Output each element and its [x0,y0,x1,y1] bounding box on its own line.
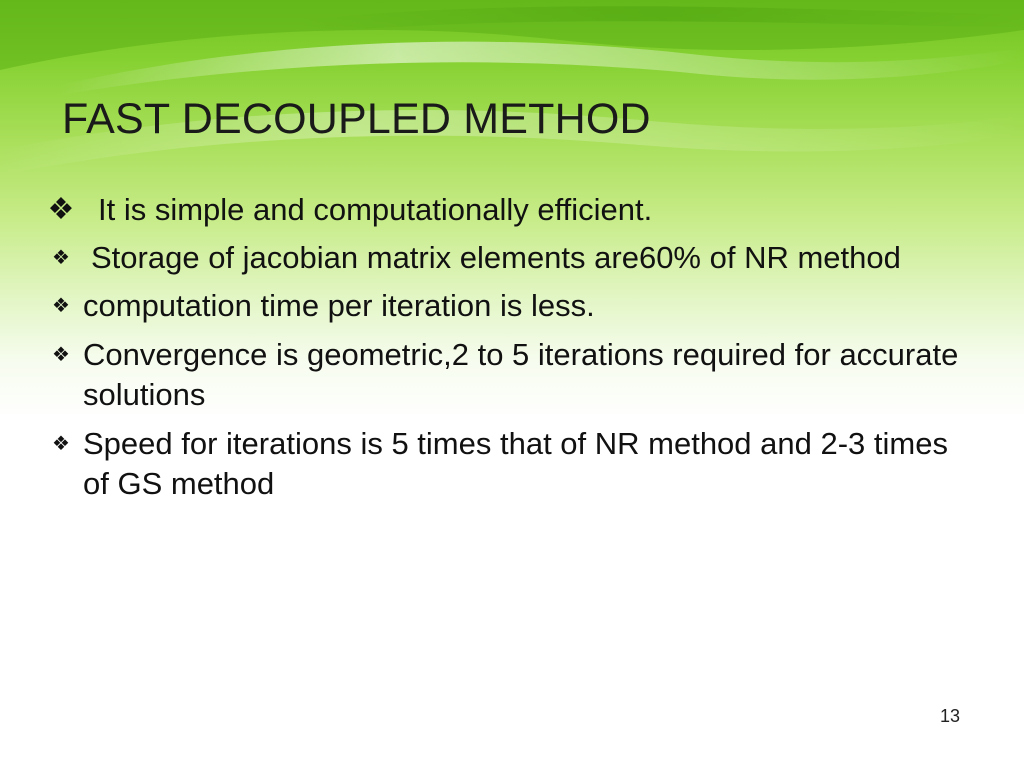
list-item [40,335,980,415]
bullet-text: Convergence is geometric,2 to 5 iterations required for accurate solutions [83,337,959,412]
list-item [40,238,980,278]
bullet-text: computation time per iteration is less. [83,288,595,323]
bullet-text: It is simple and computationally efficient. [98,192,653,227]
list-item [40,190,980,230]
diamond-bullet-icon: ❖ [52,433,70,455]
slide-title: FAST DECOUPLED METHOD [62,95,651,143]
diamond-bullet-icon: ❖ [47,193,75,226]
list-item [40,286,980,326]
list-item [40,424,980,504]
diamond-bullet-icon: ❖ [52,295,70,317]
page-number: 13 [939,706,961,726]
diamond-bullet-icon: ❖ [52,344,70,366]
diamond-bullet-icon: ❖ [52,247,70,269]
bullet-text: Speed for iterations is 5 times that of NR method and 2-3 times of GS method [83,426,948,501]
bullet-text: Storage of jacobian matrix elements are60% of NR method [91,240,901,275]
bullet-list [40,190,980,504]
